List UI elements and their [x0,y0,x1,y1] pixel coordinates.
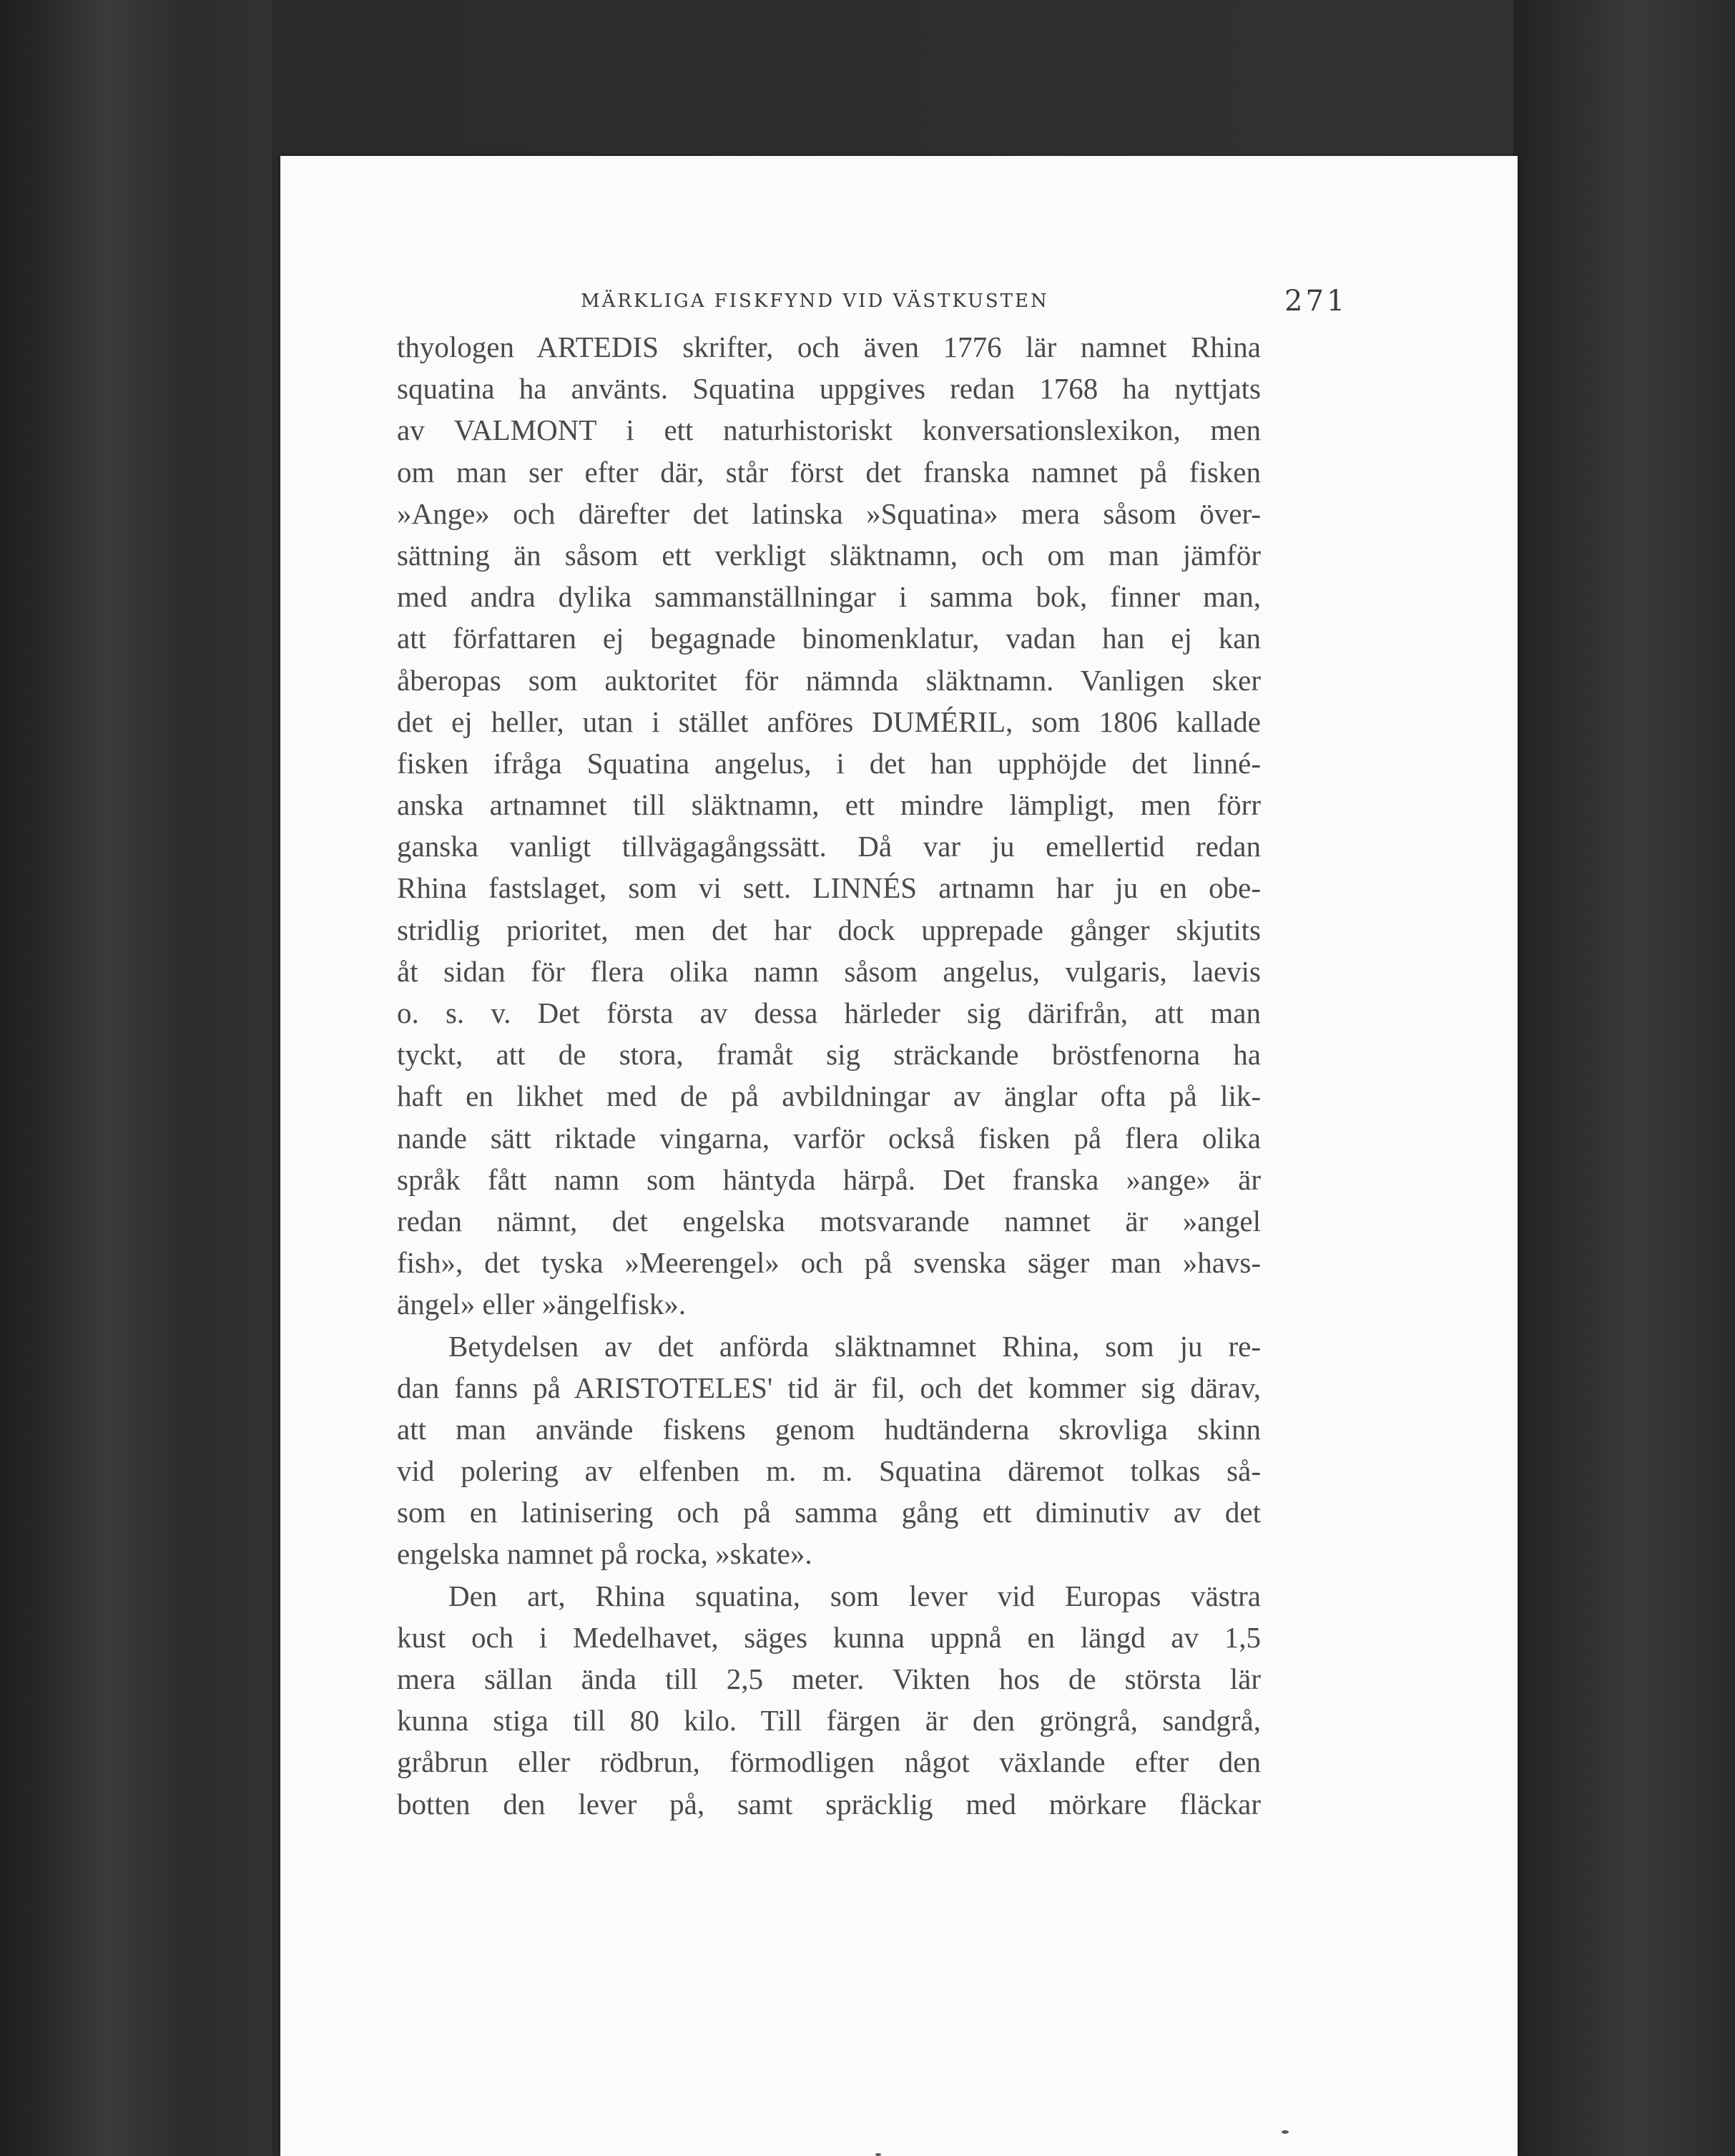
text-line: botten den lever på, samt spräcklig med mörkare fläckar [397,1787,1261,1821]
text-line: kust och i Medelhavet, säges kunna uppnå en längd av 1,5 [397,1620,1261,1654]
text-line: språk fått namn som häntyda härpå. Det franska »ange» är [397,1162,1261,1196]
text-line: dan fanns på ARISTOTELES' tid är fil, och det kommer sig därav, [397,1371,1261,1404]
scanner-background-left [0,0,272,2156]
text-line: stridlig prioritet, men det har dock upprepade gånger skjutits [397,913,1261,946]
text-line: kunna stiga till 80 kilo. Till färgen är den gröngrå, sandgrå, [397,1704,1261,1738]
text-line: åt sidan för flera olika namn såsom angelus, vulgaris, laevis [397,954,1261,988]
text-line: fisken ifråga Squatina angelus, i det han upphöjde det linné- [397,746,1261,780]
text-line: ganska vanligt tillvägagångssätt. Då var ju emellertid redan [397,830,1261,863]
text-line: åberopas som auktoritet för nämnda släktnamn. Vanligen sker [397,663,1261,697]
text-line: av VALMONT i ett naturhistoriskt konversationslexikon, men [397,413,1261,447]
text-line: att författaren ej begagnade binomenklatur, vadan han ej kan [397,622,1261,655]
text-line: som en latinisering och på samma gång ett diminutiv av det [397,1496,1261,1529]
scan-speck [1282,2130,1289,2134]
text-line: Den art, Rhina squatina, som lever vid Europas västra [448,1579,1261,1612]
book-page [280,156,1518,2156]
text-line: redan nämnt, det engelska motsvarande namnet är »angel [397,1204,1261,1238]
running-title: MÄRKLIGA FISKFYND VID VÄSTKUSTEN [581,290,1049,312]
body-text [397,326,1261,1825]
text-line: det ej heller, utan i stället anföres DUMÉRIL, som 1806 kallade [397,705,1261,738]
scanner-background-right [1513,0,1735,2156]
text-line: med andra dylika sammanställningar i samma bok, finner man, [397,580,1261,614]
text-line: mera sällan ända till 2,5 meter. Vikten hos de största lär [397,1662,1261,1695]
running-head [352,283,1367,326]
scan-speck [875,2153,881,2156]
text-line: squatina ha använts. Squatina uppgives redan 1768 ha nyttjats [397,372,1261,406]
text-line: »Ange» och därefter det latinska »Squatina» mera såsom över- [397,496,1261,530]
text-line: thyologen ARTEDIS skrifter, och även 1776 lär namnet Rhina [397,330,1261,363]
text-line: sättning än såsom ett verkligt släktnamn, och om man jämför [397,538,1261,572]
text-line: ängel» eller »ängelfisk». [397,1288,687,1321]
text-line: fish», det tyska »Meerengel» och på svenska säger man »havs- [397,1246,1261,1280]
page-number: 271 [1284,285,1348,318]
text-line: vid polering av elfenben m. m. Squatina däremot tolkas så- [397,1454,1261,1488]
text-line: anska artnamnet till släktnamn, ett mindre lämpligt, men förr [397,788,1261,822]
text-line: om man ser efter där, står först det franska namnet på fisken [397,455,1261,489]
text-line: gråbrun eller rödbrun, förmodligen något växlande efter den [397,1745,1261,1779]
text-line: Rhina fastslaget, som vi sett. LINNÉS artnamn har ju en obe- [397,871,1261,905]
text-line: o. s. v. Det första av dessa härleder sig därifrån, att man [397,996,1261,1029]
text-line: haft en likhet med de på avbildningar av änglar ofta på lik- [397,1079,1261,1113]
text-line: tyckt, att de stora, framåt sig sträckande bröstfenorna ha [397,1038,1261,1072]
text-line: engelska namnet på rocka, »skate». [397,1537,812,1571]
text-line: att man använde fiskens genom hudtänderna skrovliga skinn [397,1412,1261,1446]
text-line: Betydelsen av det anförda släktnamnet Rhina, som ju re- [448,1329,1261,1363]
text-line: nande sätt riktade vingarna, varför också fisken på flera olika [397,1121,1261,1155]
